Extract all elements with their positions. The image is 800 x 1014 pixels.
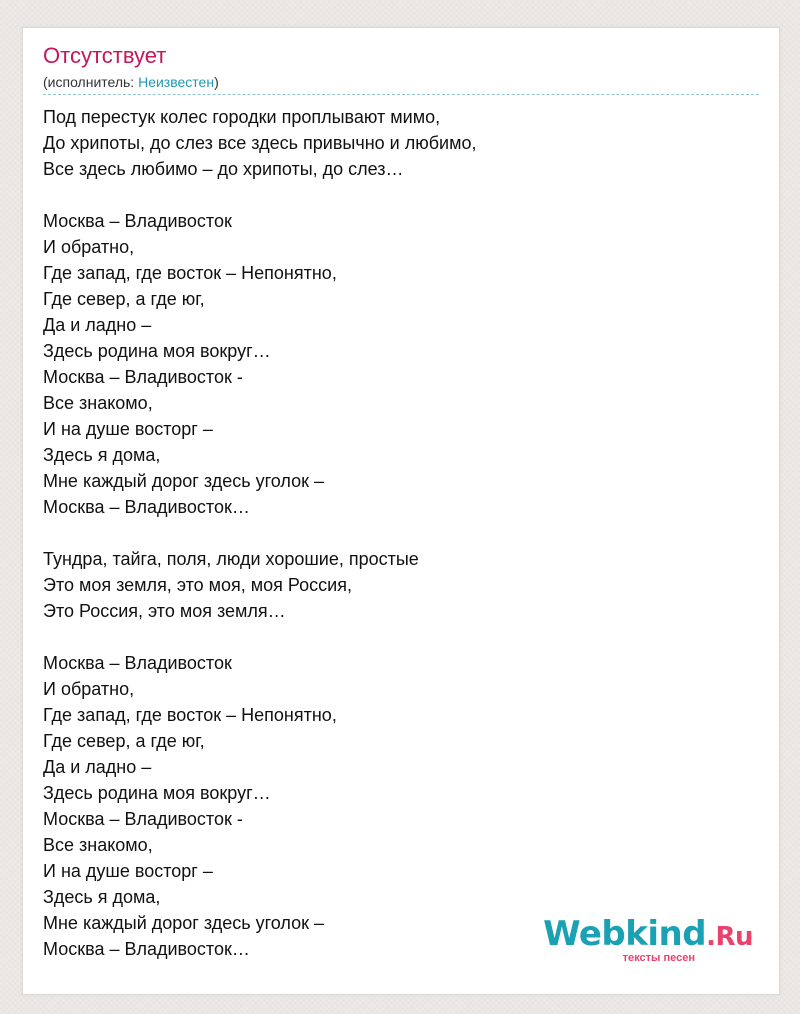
lyric-line: Здесь родина моя вокруг… bbox=[43, 341, 271, 361]
lyric-line: И на душе восторг – bbox=[43, 419, 213, 439]
lyric-line: До хрипоты, до слез все здесь привычно и любимо, bbox=[43, 133, 477, 153]
lyric-line: Москва – Владивосток… bbox=[43, 939, 250, 959]
artist-prefix: (исполнитель: bbox=[43, 74, 139, 90]
lyric-line: Где запад, где восток – Непонятно, bbox=[43, 705, 337, 725]
lyric-line: Где запад, где восток – Непонятно, bbox=[43, 263, 337, 283]
lyric-line: Где север, а где юг, bbox=[43, 731, 205, 751]
lyric-line: Москва – Владивосток - bbox=[43, 809, 243, 829]
lyric-line: Под перестук колес городки проплывают мимо, bbox=[43, 107, 441, 127]
lyric-line: Да и ладно – bbox=[43, 315, 152, 335]
lyric-line: Здесь я дома, bbox=[43, 887, 161, 907]
lyric-line: Москва – Владивосток bbox=[43, 653, 232, 673]
lyric-line: Тундра, тайга, поля, люди хорошие, простые bbox=[43, 549, 419, 569]
lyrics-card bbox=[22, 27, 780, 995]
logo-tld: .Ru bbox=[706, 922, 753, 952]
lyrics-body bbox=[43, 104, 759, 988]
lyric-line: Мне каждый дорог здесь уголок – bbox=[43, 913, 325, 933]
lyric-line: Это Россия, это моя земля… bbox=[43, 601, 286, 621]
lyric-line: Да и ладно – bbox=[43, 757, 152, 777]
lyric-line: И обратно, bbox=[43, 237, 135, 257]
lyric-line: Москва – Владивосток bbox=[43, 211, 232, 231]
lyric-line: Это моя земля, это моя, моя Россия, bbox=[43, 575, 352, 595]
title-divider bbox=[43, 94, 759, 95]
lyric-line: И обратно, bbox=[43, 679, 135, 699]
logo-tagline: тексты песен bbox=[622, 952, 695, 964]
lyric-line: Все знакомо, bbox=[43, 393, 153, 413]
lyric-line: Москва – Владивосток - bbox=[43, 367, 243, 387]
song-title: Отсутствует bbox=[43, 43, 167, 68]
lyric-line: Здесь я дома, bbox=[43, 445, 161, 465]
lyric-line: Все знакомо, bbox=[43, 835, 153, 855]
logo-name: Webkind bbox=[543, 914, 707, 954]
artist-line bbox=[43, 72, 219, 92]
site-logo[interactable] bbox=[543, 914, 753, 964]
lyric-line: Мне каждый дорог здесь уголок – bbox=[43, 471, 325, 491]
stanza bbox=[43, 208, 759, 520]
stanza bbox=[43, 546, 759, 624]
lyric-line: И на душе восторг – bbox=[43, 861, 213, 881]
lyric-line: Здесь родина моя вокруг… bbox=[43, 783, 271, 803]
lyric-line: Где север, а где юг, bbox=[43, 289, 205, 309]
artist-link[interactable]: Неизвестен bbox=[138, 74, 215, 90]
stanza bbox=[43, 104, 759, 182]
artist-suffix: ) bbox=[214, 74, 219, 90]
logo-wordmark bbox=[543, 914, 753, 954]
lyric-line: Москва – Владивосток… bbox=[43, 497, 250, 517]
lyric-line: Все здесь любимо – до хрипоты, до слез… bbox=[43, 159, 404, 179]
